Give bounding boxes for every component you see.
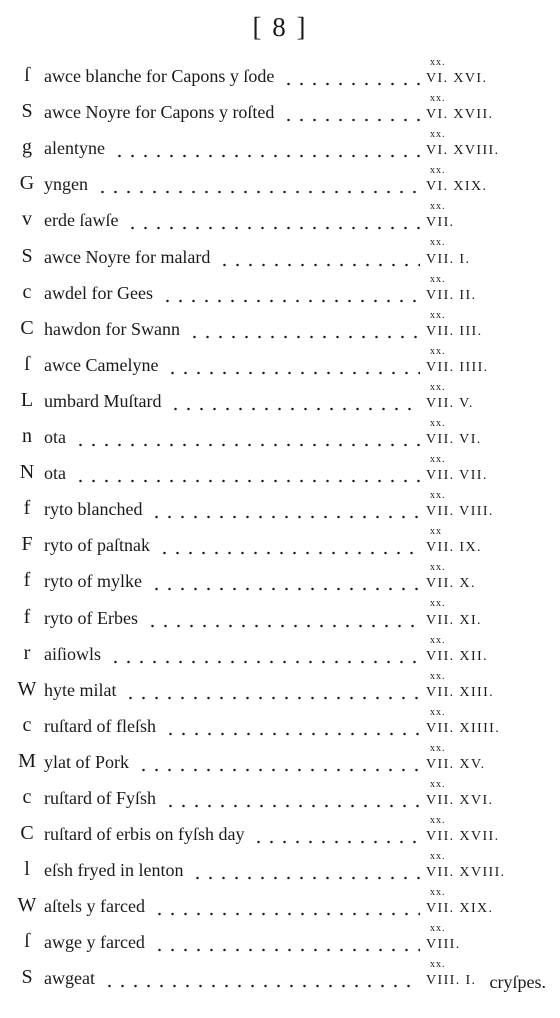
entry-title: erde ſawſe (44, 210, 119, 231)
dot-leader (161, 299, 420, 303)
dot-leader (282, 82, 420, 86)
entry-reference: VII. (426, 215, 455, 231)
entry-initial: ſ (24, 930, 30, 953)
entry-reference: VII. II. (426, 287, 477, 303)
index-entry (0, 164, 560, 200)
entry-initial: W (17, 894, 37, 917)
index-entry (0, 525, 560, 561)
entry-reference: VII. IIII. (426, 359, 489, 375)
entry-initial: C (20, 822, 34, 845)
entry-title: awce blanche for Capons y ſode (44, 66, 275, 87)
entry-title: ruſtard of fleſsh (44, 715, 156, 736)
entry-title: awce Camelyne (44, 354, 159, 375)
entry-initial: C (20, 316, 34, 339)
recipe-index-list (0, 56, 560, 994)
dot-leader (169, 407, 420, 411)
entry-reference: VII. XIIII. (426, 720, 501, 736)
index-entry (0, 742, 560, 778)
index-entry (0, 706, 560, 742)
dot-leader (191, 876, 420, 880)
entry-xx: xx. (430, 706, 446, 718)
dot-leader (137, 768, 420, 772)
entry-initial: G (19, 172, 35, 195)
entry-reference: VII. VI. (426, 432, 482, 448)
index-entry (0, 597, 560, 633)
entry-xx: xx. (430, 742, 446, 754)
entry-initial: c (22, 713, 32, 736)
index-entry (0, 850, 560, 886)
entry-title: awce Noyre for malard (44, 246, 211, 267)
dot-leader (188, 335, 420, 339)
entry-title: hawdon for Swann (44, 318, 180, 339)
entry-xx: xx. (430, 670, 446, 682)
entry-reference: VII. V. (426, 395, 474, 411)
dot-leader (96, 190, 420, 194)
entry-xx: xx. (430, 562, 446, 574)
entry-initial: ſ (24, 64, 30, 87)
dot-leader (252, 840, 420, 844)
entry-reference: VII. VIII. (426, 504, 494, 520)
index-entry (0, 128, 560, 164)
entry-reference: VI. XVI. (426, 71, 488, 87)
entry-xx: xx. (430, 959, 446, 971)
entry-reference: VIII. (426, 937, 461, 953)
entry-reference: VII. XI. (426, 612, 482, 628)
entry-reference: VII. XVII. (426, 829, 500, 845)
entry-title: ruſtard of Fyſsh (44, 787, 156, 808)
index-entry (0, 309, 560, 345)
entry-title: ota (44, 463, 66, 484)
entry-reference: VII. I. (426, 251, 471, 267)
dot-leader (153, 948, 420, 952)
index-entry (0, 92, 560, 128)
dot-leader (113, 154, 420, 158)
index-entry (0, 778, 560, 814)
entry-initial: F (21, 533, 33, 556)
index-entry (0, 453, 560, 489)
entry-xx: xx. (430, 273, 446, 285)
entry-title: awdel for Gees (44, 282, 153, 303)
page-number: [ 8 ] (252, 12, 308, 42)
dot-leader (164, 804, 420, 808)
entry-xx: xx. (430, 309, 446, 321)
index-entry (0, 345, 560, 381)
entry-title: alentyne (44, 138, 105, 159)
entry-initial: f (23, 497, 31, 520)
index-entry (0, 814, 560, 850)
dot-leader (103, 984, 420, 988)
index-entry (0, 561, 560, 597)
entry-xx: xx. (430, 851, 446, 863)
entry-xx: xx. (430, 237, 446, 249)
entry-initial: N (19, 461, 35, 484)
entry-xx: xx. (430, 417, 446, 429)
entry-title: ryto of paſtnak (44, 535, 150, 556)
entry-initial: S (21, 966, 33, 989)
index-entry (0, 634, 560, 670)
entry-reference: VII. XII. (426, 648, 488, 664)
index-entry (0, 273, 560, 309)
entry-reference: VII. VII. (426, 468, 488, 484)
entry-title: yngen (44, 174, 88, 195)
entry-xx: xx. (430, 345, 446, 357)
entry-initial: S (21, 244, 33, 267)
index-entry (0, 56, 560, 92)
entry-xx: xx. (430, 634, 446, 646)
entry-reference: VII. XIX. (426, 901, 494, 917)
dot-leader (109, 660, 420, 664)
index-entry (0, 958, 560, 994)
index-entry (0, 381, 560, 417)
entry-initial: ſ (24, 352, 30, 375)
entry-reference: VII. XIII. (426, 684, 495, 700)
entry-xx: xx. (430, 165, 446, 177)
entry-xx: xx. (430, 454, 446, 466)
entry-initial: f (23, 605, 31, 628)
entry-xx: xx (430, 526, 442, 538)
entry-reference: VII. X. (426, 576, 476, 592)
entry-xx: xx. (430, 201, 446, 213)
dot-leader (146, 624, 420, 628)
entry-xx: xx. (430, 923, 446, 935)
index-entry (0, 236, 560, 272)
entry-title: awce Noyre for Capons y roſted (44, 102, 275, 123)
entry-title: ruſtard of erbis on fyſsh day (44, 824, 245, 845)
dot-leader (282, 118, 420, 122)
entry-xx: xx. (430, 814, 446, 826)
entry-initial: g (22, 136, 32, 159)
index-entry (0, 886, 560, 922)
dot-leader (218, 263, 420, 267)
entry-reference: VI. XIX. (426, 179, 488, 195)
entry-xx: xx. (430, 93, 446, 105)
entry-reference: VI. XVIII. (426, 143, 500, 159)
entry-reference: VII. IX. (426, 540, 482, 556)
entry-reference: VII. III. (426, 323, 483, 339)
dot-leader (166, 371, 420, 375)
dot-leader (158, 551, 420, 555)
entry-initial: S (21, 100, 33, 123)
entry-title: umbard Muſtard (44, 390, 162, 411)
dot-leader (153, 912, 420, 916)
entry-title: ota (44, 427, 66, 448)
entry-xx: xx. (430, 490, 446, 502)
dot-leader (126, 226, 420, 230)
entry-initial: c (22, 785, 32, 808)
entry-reference: VI. XVII. (426, 107, 494, 123)
entry-initial: W (17, 677, 37, 700)
entry-reference: VIII. I. (426, 973, 477, 989)
entry-initial: L (20, 388, 34, 411)
entry-title: ryto blanched (44, 499, 143, 520)
entry-title: awgeat (44, 968, 95, 989)
entry-initial: v (22, 208, 32, 231)
dot-leader (150, 515, 420, 519)
entry-initial: f (23, 569, 31, 592)
dot-leader (124, 696, 420, 700)
entry-xx: xx. (430, 129, 446, 141)
entry-initial: r (23, 641, 31, 664)
entry-title: aſtels y farced (44, 896, 145, 917)
entry-xx: xx. (430, 598, 446, 610)
catchword: cryſpes. (489, 972, 546, 992)
entry-initial: n (22, 425, 32, 448)
index-entry (0, 417, 560, 453)
entry-title: ylat of Pork (44, 751, 129, 772)
entry-xx: xx. (430, 381, 446, 393)
entry-xx: xx. (430, 887, 446, 899)
entry-title: ryto of Erbes (44, 607, 138, 628)
entry-initial: M (18, 749, 36, 772)
entry-xx: xx. (430, 778, 446, 790)
entry-reference: VII. XVI. (426, 792, 494, 808)
entry-title: aiſiowls (44, 643, 101, 664)
index-entry (0, 922, 560, 958)
index-entry (0, 489, 560, 525)
index-entry (0, 200, 560, 236)
entry-title: awge y farced (44, 932, 145, 953)
dot-leader (74, 479, 420, 483)
entry-reference: VII. XVIII. (426, 865, 506, 881)
entry-title: eſsh fryed in lenton (44, 860, 184, 881)
index-entry (0, 670, 560, 706)
dot-leader (74, 443, 420, 447)
entry-initial: c (22, 280, 32, 303)
entry-title: ryto of mylke (44, 571, 142, 592)
dot-leader (164, 732, 420, 736)
dot-leader (150, 587, 420, 591)
entry-title: hyte milat (44, 679, 117, 700)
entry-reference: VII. XV. (426, 756, 486, 772)
entry-initial: l (24, 858, 30, 881)
entry-xx: xx. (430, 57, 446, 68)
